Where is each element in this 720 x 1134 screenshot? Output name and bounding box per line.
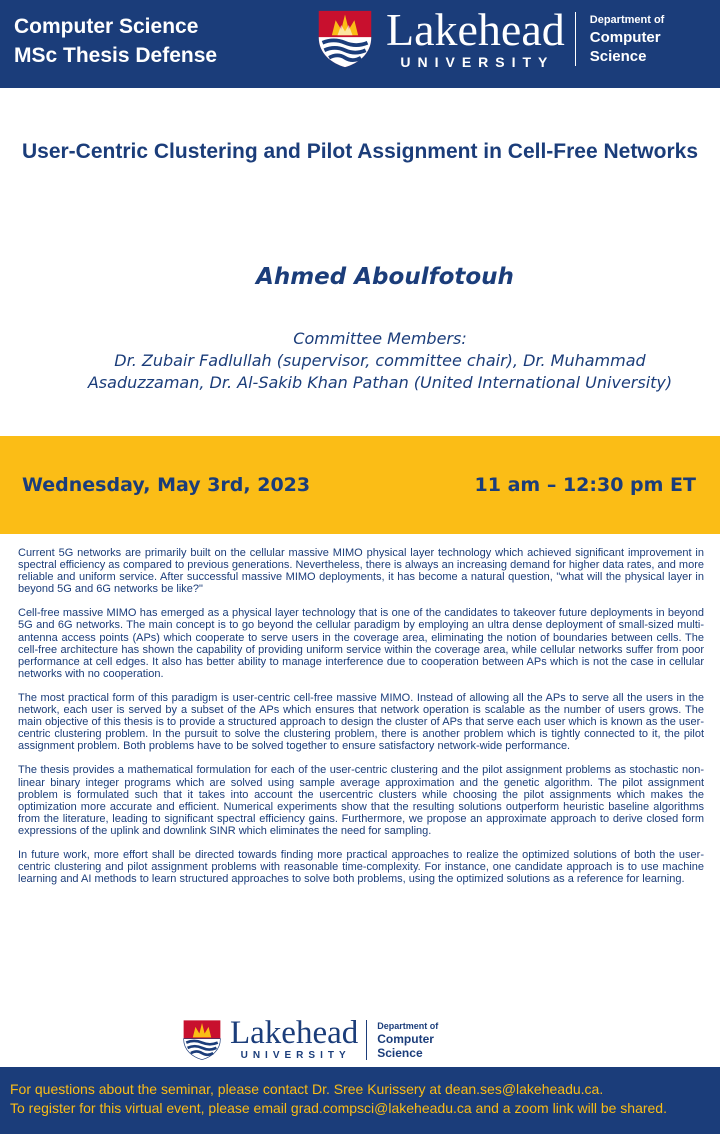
abstract-paragraph: In future work, more effort shall be directed towards finding more practical approaches to realize the optimized solutions of both the user-centric clustering and pilot assignment problems with reasonable time-complexity. For instance, one candidate approach is to use machine learning and AI methods to learn structured approaches to solve both problems, using the optimized solutions as a reference for learning. [18,848,704,886]
footer-logo-divider [366,1020,367,1060]
committee-members: Dr. Zubair Fadlullah (supervisor, committee chair), Dr. Muhammad Asaduzzaman, Dr. Al-Sakib Khan Pathan (United International University) [87,351,673,392]
event-date: Wednesday, May 3rd, 2023 [22,474,311,496]
footer-logo-dept-line2: Science [377,1046,423,1060]
footer-band [0,1067,720,1134]
footer-logo-name: Lakehead [230,1015,359,1051]
logo-wordmark [386,4,565,70]
abstract-paragraph: Cell-free massive MIMO has emerged as a physical layer technology that is one of the candidates to takeover future deployments in beyond 5G and 6G networks. The main concept is to go beyond the cellular paradigm by employing an ultra dense deployment of small-sized multi-antenna access points (APs) which cooperate to serve users in the coverage area, eliminating the notion of boundaries between cells. The cell-free architecture has shown the capability of providing uniform service within the coverage area, while cellular networks suffer from poor performance at cell edges. It also has better ability to manage interference due to cooperation between APs which is not the case in cellular networks with no cooperation. [18,607,704,680]
logo-university: UNIVERSITY [400,54,555,70]
abstract-paragraph: The most practical form of this paradigm is user-centric cell-free massive MIMO. Instead of allowing all the APs to serve all the users in the network, each user is served by a subset of the APs which ensures that network operation is scalable as the number of users grows. The main objective of this thesis is to provide a structured approach to design the cluster of APs that serve each user which is known as the user-centric clustering problem. In the pursuit to solve the clustering problem, there is another problem which is tightly connected to it, the pilot assignment problem. Both problems have to be solved together to ensure satisfactory network-wide performance. [18,691,704,753]
logo-divider [575,12,576,66]
event-type-line2: MSc Thesis Defense [14,44,218,67]
footer-logo-dept-line1: Computer [377,1032,434,1046]
event-type [14,12,217,70]
lakehead-logo [316,4,665,70]
abstract-paragraph: Current 5G networks are primarily built on the cellular massive MIMO physical layer technology which achieved significant improvement in spectral efficiency as compared to previous generations. Nevertheless, there is always an increasing demand for higher data rates, and more reliable and uniform service. After successful massive MIMO deployments, it has become a natural question, "what will the physical layer in beyond 5G and 6G networks be like?" [18,547,704,596]
footer-logo-department [377,1020,438,1060]
abstract [18,547,704,897]
lakehead-crest-icon [316,9,374,69]
presenter-name: Ahmed Aboulfotouh [256,264,514,290]
footer-logo-wordmark [230,1015,359,1062]
committee-block [60,328,700,394]
abstract-paragraph: The thesis provides a mathematical formulation for each of the user-centric clustering and the pilot assignment problems as stochastic non-linear binary integer programs which are solved using sample average approximation and the genetic algorithm. The pilot assignment problem is formulated such that it takes into account the usercentric clusters while choosing the pilot assignments which makes the optimization more accurate and efficient. Numerical experiments show that the resulting solutions outperform heuristic baseline algorithms from the literature, leading to significant spectral efficiency gains. Furthermore, we propose an approximate approach to derive closed form expressions of the uplink and downlink SINR which eliminates the need for sampling. [18,764,704,837]
header-band [0,0,720,88]
footer-lakehead-logo [182,1015,439,1062]
register-line: To register for this virtual event, please email grad.compsci@lakeheadu.ca and a zoom link will be shared. [10,1100,667,1116]
logo-dept-line2: Science [589,48,647,65]
logo-dept-line1: Computer [589,29,661,46]
footer-text [10,1080,667,1118]
committee-heading: Committee Members: [293,329,467,348]
event-type-line1: Computer Science [14,15,199,38]
logo-name: Lakehead [386,4,565,55]
footer-logo-dept-small: Department of [377,1021,439,1031]
logo-department [590,12,665,66]
event-time: 11 am – 12:30 pm ET [474,474,696,496]
logo-dept-small: Department of [589,14,665,26]
footer-logo-university: UNIVERSITY [240,1050,351,1061]
thesis-title: User-Centric Clustering and Pilot Assignment in Cell-Free Networks [21,140,699,163]
contact-line: For questions about the seminar, please contact Dr. Sree Kurissery at dean.ses@lakeheadu.ca. [10,1081,604,1097]
lakehead-crest-icon [182,1019,222,1061]
schedule-band [0,436,720,534]
